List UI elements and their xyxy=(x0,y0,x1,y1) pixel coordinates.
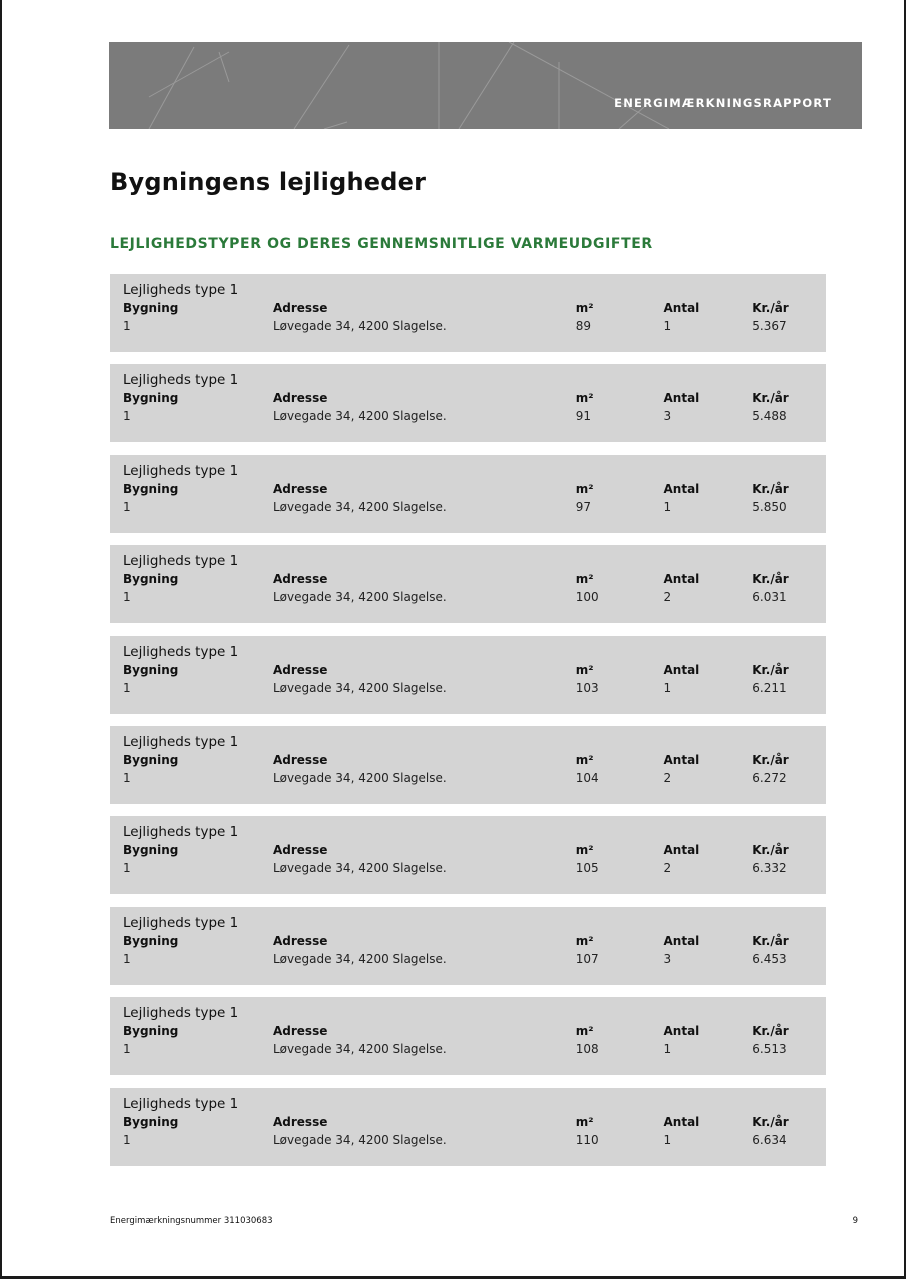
cost-cell xyxy=(739,907,826,985)
cost-value: 5.850 xyxy=(752,499,787,514)
area-label: m² xyxy=(575,843,594,858)
bygning-value: 1 xyxy=(123,951,131,966)
adresse-value: Løvegade 34, 4200 Slagelse. xyxy=(273,590,447,605)
cost-label: Kr./år xyxy=(752,391,789,406)
area-cell xyxy=(563,636,649,714)
area-value: 89 xyxy=(575,319,592,333)
apartment-type: Lejligheds type 1 xyxy=(123,282,239,298)
cost-value: 6.332 xyxy=(752,861,787,876)
area-value: 97 xyxy=(575,499,592,514)
area-label: m² xyxy=(575,1024,594,1039)
apartment-type: Lejligheds type 1 xyxy=(123,1095,239,1112)
antal-label: Antal xyxy=(663,1114,700,1129)
area-label: m² xyxy=(575,933,594,948)
adresse-value: Løvegade 34, 4200 Slagelse. xyxy=(273,1042,447,1057)
antal-cell xyxy=(651,545,738,623)
cost-label: Kr./år xyxy=(752,662,789,677)
antal-value: 1 xyxy=(663,1042,672,1057)
cost-value: 5.488 xyxy=(752,409,787,424)
area-cell xyxy=(563,997,649,1075)
area-cell xyxy=(563,907,649,985)
apartment-main-cell xyxy=(110,1088,561,1166)
banner-title: ENERGIMÆRKNINGSRAPPORT xyxy=(614,96,832,110)
antal-value: 1 xyxy=(663,499,672,514)
area-label: m² xyxy=(575,1114,594,1129)
antal-cell xyxy=(651,726,738,804)
bygning-label: Bygning xyxy=(123,1114,179,1129)
cost-cell xyxy=(739,1088,826,1166)
apartment-row xyxy=(110,455,826,533)
apartment-main-cell xyxy=(110,545,561,623)
adresse-label: Adresse xyxy=(273,933,328,948)
bygning-label: Bygning xyxy=(123,933,179,948)
adresse-label: Adresse xyxy=(273,301,328,315)
antal-label: Antal xyxy=(663,572,700,587)
adresse-value: Løvegade 34, 4200 Slagelse. xyxy=(273,499,447,514)
adresse-value: Løvegade 34, 4200 Slagelse. xyxy=(273,680,447,695)
area-label: m² xyxy=(575,391,594,406)
page-title: Bygningens lejligheder xyxy=(110,168,427,196)
bygning-value: 1 xyxy=(123,861,131,876)
antal-cell xyxy=(651,1088,738,1166)
cost-label: Kr./år xyxy=(752,933,789,948)
antal-cell xyxy=(651,364,738,442)
area-cell xyxy=(563,545,649,623)
antal-cell xyxy=(651,274,738,352)
area-value: 105 xyxy=(575,861,599,876)
apartment-row xyxy=(110,364,826,442)
cost-value: 6.634 xyxy=(752,1132,787,1147)
bygning-label: Bygning xyxy=(123,662,179,677)
adresse-value: Løvegade 34, 4200 Slagelse. xyxy=(273,951,447,966)
bygning-value: 1 xyxy=(123,1042,131,1057)
footer-energy-number: Energimærkningsnummer 311030683 xyxy=(110,1216,273,1226)
area-value: 103 xyxy=(575,680,599,695)
apartment-main-cell xyxy=(110,907,561,985)
adresse-label: Adresse xyxy=(273,662,328,677)
antal-cell xyxy=(651,907,738,985)
apartment-main-cell xyxy=(110,274,561,352)
antal-value: 2 xyxy=(663,770,672,785)
apartment-row xyxy=(110,636,826,714)
bygning-label: Bygning xyxy=(123,301,179,315)
antal-value: 3 xyxy=(663,409,672,424)
cost-cell xyxy=(739,455,826,533)
apartment-main-cell xyxy=(110,636,561,714)
area-cell xyxy=(563,816,649,894)
bygning-label: Bygning xyxy=(123,391,179,406)
cost-value: 6.211 xyxy=(752,680,787,695)
bygning-value: 1 xyxy=(123,409,131,424)
antal-label: Antal xyxy=(663,481,700,496)
cost-cell xyxy=(739,726,826,804)
bygning-label: Bygning xyxy=(123,752,179,767)
cost-label: Kr./år xyxy=(752,1024,789,1039)
bygning-label: Bygning xyxy=(123,1024,179,1039)
antal-value: 1 xyxy=(663,1132,672,1147)
area-value: 107 xyxy=(575,951,599,966)
antal-label: Antal xyxy=(663,752,700,767)
antal-value: 3 xyxy=(663,951,672,966)
cost-value: 6.453 xyxy=(752,951,787,966)
apartment-row xyxy=(110,816,826,894)
bygning-label: Bygning xyxy=(123,843,179,858)
antal-cell xyxy=(651,816,738,894)
antal-label: Antal xyxy=(663,301,700,315)
cost-label: Kr./år xyxy=(752,1114,789,1129)
area-cell xyxy=(563,1088,649,1166)
cost-value: 6.272 xyxy=(752,770,787,785)
apartment-main-cell xyxy=(110,455,561,533)
cost-label: Kr./år xyxy=(752,572,789,587)
apartment-main-cell xyxy=(110,997,561,1075)
area-label: m² xyxy=(575,662,594,677)
adresse-label: Adresse xyxy=(273,752,328,767)
area-value: 91 xyxy=(575,409,592,424)
adresse-value: Løvegade 34, 4200 Slagelse. xyxy=(273,1132,447,1147)
bygning-label: Bygning xyxy=(123,572,179,587)
area-label: m² xyxy=(575,481,594,496)
apartment-type: Lejligheds type 1 xyxy=(123,733,239,750)
apartment-type: Lejligheds type 1 xyxy=(123,372,239,389)
cost-value: 5.367 xyxy=(752,319,787,333)
apartment-row xyxy=(110,545,826,623)
banner-decoration xyxy=(109,42,862,129)
adresse-label: Adresse xyxy=(273,843,328,858)
apartment-main-cell xyxy=(110,816,561,894)
apartment-row xyxy=(110,997,826,1075)
bygning-label: Bygning xyxy=(123,481,179,496)
apartment-type: Lejligheds type 1 xyxy=(123,914,239,931)
antal-label: Antal xyxy=(663,933,700,948)
bygning-value: 1 xyxy=(123,499,131,514)
cost-cell xyxy=(739,545,826,623)
antal-cell xyxy=(651,997,738,1075)
section-title: LEJLIGHEDSTYPER OG DERES GENNEMSNITLIGE VARMEUDGIFTER xyxy=(110,236,653,252)
apartment-main-cell xyxy=(110,364,561,442)
adresse-label: Adresse xyxy=(273,481,328,496)
adresse-value: Løvegade 34, 4200 Slagelse. xyxy=(273,770,447,785)
antal-label: Antal xyxy=(663,662,700,677)
area-value: 108 xyxy=(575,1042,599,1057)
bygning-value: 1 xyxy=(123,590,131,605)
apartment-type: Lejligheds type 1 xyxy=(123,643,239,660)
antal-label: Antal xyxy=(663,391,700,406)
adresse-label: Adresse xyxy=(273,1114,328,1129)
cost-label: Kr./år xyxy=(752,301,789,315)
bygning-value: 1 xyxy=(123,680,131,695)
antal-cell xyxy=(651,455,738,533)
adresse-label: Adresse xyxy=(273,572,328,587)
cost-cell xyxy=(739,274,826,352)
area-cell xyxy=(563,455,649,533)
antal-label: Antal xyxy=(663,1024,700,1039)
antal-value: 1 xyxy=(663,319,672,333)
area-label: m² xyxy=(575,752,594,767)
bygning-value: 1 xyxy=(123,1132,131,1147)
cost-label: Kr./år xyxy=(752,752,789,767)
apartment-type: Lejligheds type 1 xyxy=(123,462,239,479)
apartment-type: Lejligheds type 1 xyxy=(123,553,239,570)
antal-label: Antal xyxy=(663,843,700,858)
cost-label: Kr./år xyxy=(752,481,789,496)
adresse-label: Adresse xyxy=(273,391,328,406)
area-value: 104 xyxy=(575,770,599,785)
area-cell xyxy=(563,274,649,352)
apartment-list xyxy=(110,274,826,1178)
antal-cell xyxy=(651,636,738,714)
adresse-value: Løvegade 34, 4200 Slagelse. xyxy=(273,861,447,876)
header-banner xyxy=(109,42,862,129)
bygning-value: 1 xyxy=(123,770,131,785)
area-label: m² xyxy=(575,572,594,587)
cost-value: 6.513 xyxy=(752,1042,787,1057)
area-value: 110 xyxy=(575,1132,599,1147)
antal-value: 2 xyxy=(663,861,672,876)
cost-value: 6.031 xyxy=(752,590,787,605)
apartment-row xyxy=(110,1088,826,1166)
area-cell xyxy=(563,726,649,804)
adresse-value: Løvegade 34, 4200 Slagelse. xyxy=(273,409,447,424)
apartment-type: Lejligheds type 1 xyxy=(123,1005,239,1022)
page-number: 9 xyxy=(852,1216,858,1226)
apartment-row xyxy=(110,726,826,804)
area-cell xyxy=(563,364,649,442)
adresse-label: Adresse xyxy=(273,1024,328,1039)
area-value: 100 xyxy=(575,590,599,605)
cost-cell xyxy=(739,816,826,894)
adresse-value: Løvegade 34, 4200 Slagelse. xyxy=(273,319,447,333)
bygning-value: 1 xyxy=(123,319,131,333)
apartment-row xyxy=(110,274,826,352)
antal-value: 2 xyxy=(663,590,672,605)
apartment-type: Lejligheds type 1 xyxy=(123,824,239,841)
apartment-row xyxy=(110,907,826,985)
cost-cell xyxy=(739,997,826,1075)
antal-value: 1 xyxy=(663,680,672,695)
area-label: m² xyxy=(575,301,594,315)
cost-cell xyxy=(739,636,826,714)
cost-label: Kr./år xyxy=(752,843,789,858)
apartment-main-cell xyxy=(110,726,561,804)
cost-cell xyxy=(739,364,826,442)
